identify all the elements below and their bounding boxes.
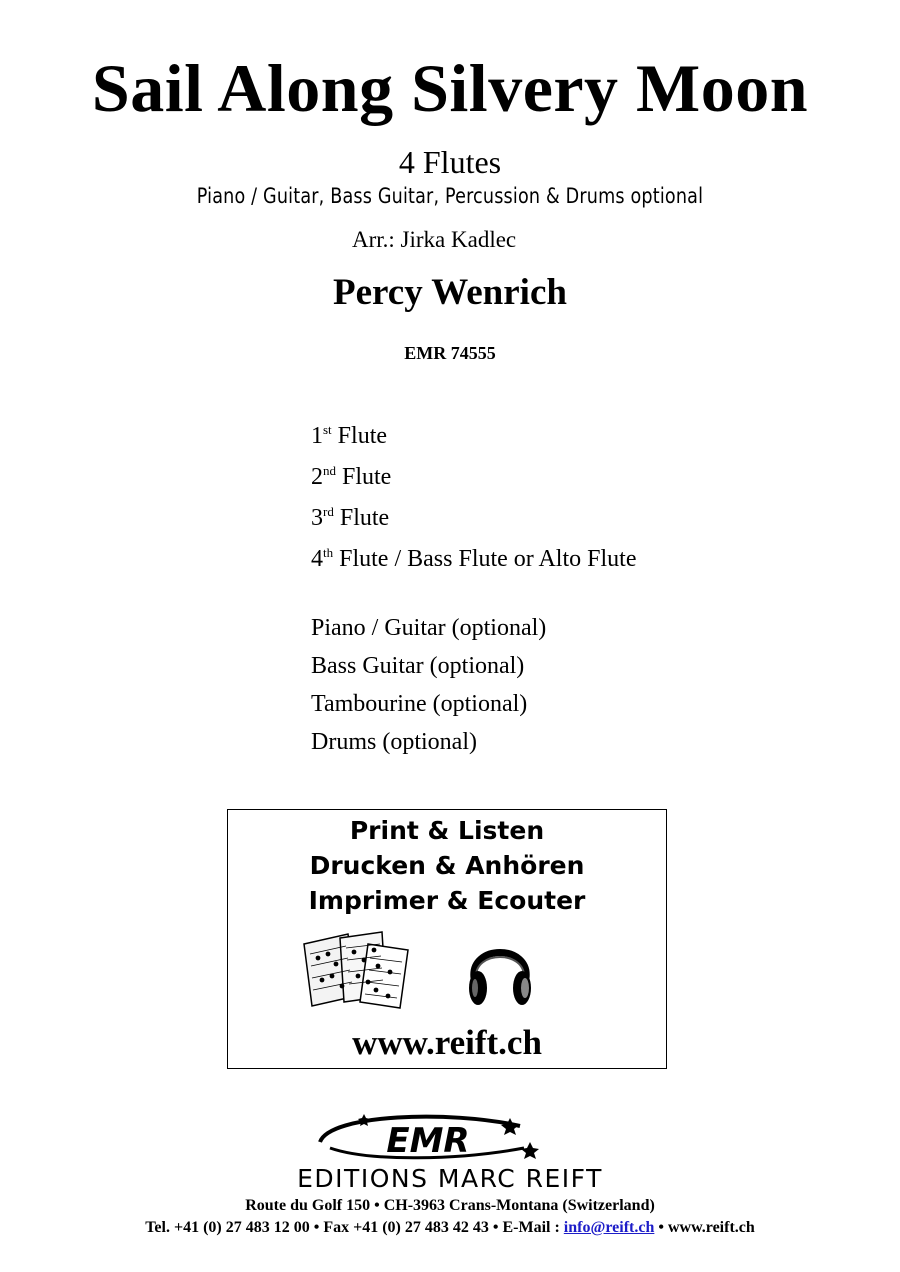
instrumentation: Piano / Guitar, Bass Guitar, Percussion & Drums optional xyxy=(196,184,704,208)
publisher-contact xyxy=(0,1218,900,1238)
sheet-music-icon xyxy=(302,930,412,1010)
headphones-icon xyxy=(464,930,536,1012)
part-item: 4th Flute / Bass Flute or Alto Flute xyxy=(311,545,637,572)
part-item: Bass Guitar (optional) xyxy=(311,653,525,679)
publisher-name: EDITIONS MARC REIFT xyxy=(297,1164,603,1193)
part-item: 3rd Flute xyxy=(311,504,390,531)
promo-line-french: Imprimer & Ecouter xyxy=(308,886,586,915)
emr-logo xyxy=(310,1108,550,1164)
part-item: 2nd Flute xyxy=(311,463,392,490)
promo-url[interactable]: www.reift.ch xyxy=(352,1023,542,1062)
tel-fax-text: Tel. +41 (0) 27 483 12 00 • Fax +41 (0) 27 483 42 43 • E-Mail : xyxy=(145,1219,564,1236)
website-text: • www.reift.ch xyxy=(654,1219,755,1236)
composer: Percy Wenrich xyxy=(333,272,567,313)
email-link[interactable]: info@reift.ch xyxy=(563,1219,655,1236)
flute-parts-list xyxy=(311,417,636,581)
svg-text:EMR: EMR xyxy=(386,1121,470,1161)
part-item: Piano / Guitar (optional) xyxy=(311,615,547,641)
part-item: Tambourine (optional) xyxy=(311,691,528,717)
part-item: Drums (optional) xyxy=(311,729,477,755)
arranger: Arr.: Jirka Kadlec xyxy=(352,227,517,252)
promo-line-english: Print & Listen xyxy=(349,816,545,845)
catalog-number: EMR 74555 xyxy=(404,343,496,363)
promo-line-german: Drucken & Anhören xyxy=(309,851,585,880)
print-listen-box xyxy=(227,809,667,1069)
optional-parts-list xyxy=(311,609,546,761)
page-title: Sail Along Silvery Moon xyxy=(91,50,809,126)
publisher-address: Route du Golf 150 • CH-3963 Crans-Montana (Switzerland) xyxy=(245,1197,655,1214)
subtitle: 4 Flutes xyxy=(398,144,502,180)
part-item: 1st Flute xyxy=(311,422,388,449)
